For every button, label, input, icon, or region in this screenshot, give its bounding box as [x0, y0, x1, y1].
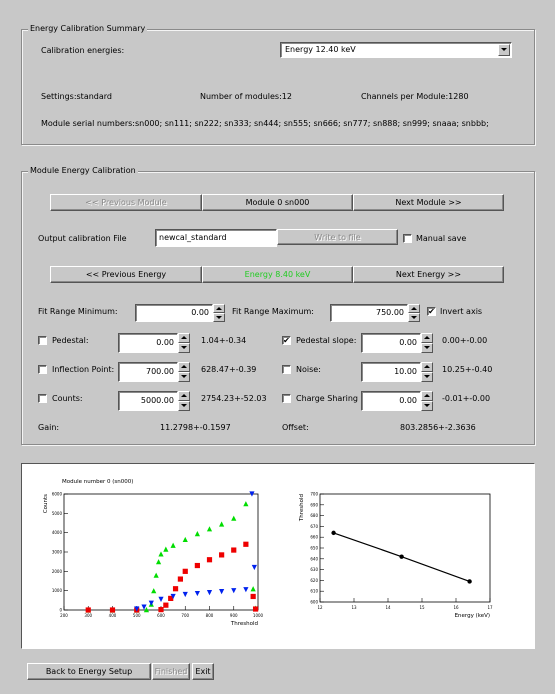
- invert-axis-checkbox[interactable]: ✔: [428, 307, 435, 316]
- gain-label: Gain:: [38, 423, 60, 432]
- offset-value: 803.2856+-2.3636: [400, 423, 476, 432]
- data-point: [178, 576, 183, 581]
- y-axis-label: Threshold: [299, 494, 305, 522]
- x-tick-label: 1000: [252, 613, 264, 618]
- data-point: [207, 590, 212, 595]
- data-point: [154, 573, 159, 578]
- inflection-checkbox[interactable]: [38, 365, 47, 374]
- channels-label: Channels per Module:1280: [361, 92, 469, 101]
- data-point: [243, 501, 248, 506]
- pedestal-checkbox[interactable]: [38, 336, 47, 345]
- pedestal-slope-input[interactable]: 0.00: [361, 333, 421, 353]
- counts-label: Counts:: [52, 394, 83, 403]
- x-tick-label: 600: [157, 613, 165, 618]
- manual-save-checkbox[interactable]: [403, 234, 412, 243]
- manual-save-label: Manual save: [416, 234, 467, 243]
- prev-energy-button[interactable]: << Previous Energy: [50, 266, 202, 283]
- data-point: [158, 597, 163, 602]
- data-point: [243, 542, 248, 547]
- finished-button[interactable]: [152, 663, 190, 680]
- spin-up-icon[interactable]: [421, 362, 433, 372]
- charge-sharing-result: -0.01+-0.00: [442, 394, 491, 403]
- spin-down-icon[interactable]: [421, 372, 433, 382]
- data-point: [231, 547, 236, 552]
- data-point: [86, 607, 91, 612]
- y-tick-label: 630: [310, 567, 318, 573]
- pedestal-slope-checkbox[interactable]: ✔: [283, 336, 290, 345]
- calibration-chart: [290, 472, 510, 642]
- counts-input[interactable]: 5000.00: [118, 391, 178, 411]
- spin-up-icon[interactable]: [421, 391, 433, 401]
- data-point: [207, 526, 212, 531]
- charge-sharing-input[interactable]: 0.00: [361, 391, 421, 411]
- data-point: [151, 588, 156, 593]
- data-point: [207, 557, 212, 562]
- inflection-spinner[interactable]: [178, 362, 190, 382]
- y-tick-label: 1000: [51, 588, 62, 594]
- data-point: [243, 587, 248, 592]
- inflection-label: Inflection Point:: [52, 365, 115, 374]
- y-tick-label: 610: [310, 588, 318, 594]
- x-tick-label: 13: [351, 605, 357, 610]
- fit-min-label: Fit Range Minimum:: [38, 307, 118, 316]
- data-point: [251, 586, 256, 591]
- x-tick-label: 700: [181, 613, 190, 618]
- data-point: [195, 563, 200, 568]
- x-tick-label: 17: [487, 605, 493, 610]
- y-tick-label: 6000: [51, 491, 62, 497]
- next-module-button[interactable]: Next Module >>: [353, 194, 504, 211]
- data-point: [219, 552, 224, 557]
- y-tick-label: 650: [310, 545, 318, 551]
- spin-up-icon[interactable]: [408, 304, 420, 313]
- inflection-result: 628.47+-0.39: [201, 365, 257, 374]
- charge-sharing-label: Charge Sharing: [296, 394, 358, 403]
- data-point: [195, 531, 200, 536]
- data-point: [110, 607, 115, 612]
- noise-checkbox[interactable]: [282, 365, 291, 374]
- write-to-file-button[interactable]: Write to file: [277, 229, 398, 245]
- x-tick-label: 900: [229, 613, 238, 618]
- noise-result: 10.25+-0.40: [442, 365, 493, 374]
- module-title: Module Energy Calibration: [30, 166, 136, 175]
- prev-module-button[interactable]: << Previous Module: [50, 194, 202, 211]
- data-point: [171, 543, 176, 548]
- pedestal-input[interactable]: 0.00: [118, 333, 178, 353]
- y-tick-label: 660: [310, 534, 318, 540]
- pedestal-slope-label: Pedestal slope:: [296, 336, 357, 345]
- fit-min-input[interactable]: 0.00: [135, 304, 213, 322]
- back-label: Back to Energy Setup: [45, 667, 133, 676]
- data-point: [231, 516, 236, 521]
- data-point: [156, 559, 161, 564]
- plot-canvas: [21, 463, 535, 649]
- pedestal-spinner[interactable]: [178, 333, 190, 353]
- data-point: [231, 588, 236, 593]
- data-point: [467, 579, 471, 583]
- data-point: [331, 531, 335, 535]
- pedestal-slope-spinner[interactable]: [421, 333, 433, 353]
- x-tick-label: 800: [205, 613, 214, 618]
- x-tick-label: 15: [419, 605, 425, 610]
- data-point: [252, 565, 257, 570]
- spin-down-icon[interactable]: [421, 343, 433, 353]
- y-tick-label: 600: [310, 599, 318, 605]
- energy-label-button: Energy 8.40 keV: [202, 266, 353, 283]
- exit-button[interactable]: [192, 663, 214, 680]
- plot-frame: [320, 494, 490, 602]
- data-point: [399, 554, 403, 558]
- next-energy-button[interactable]: Next Energy >>: [353, 266, 504, 283]
- calibration-energies-label: Calibration energies:: [41, 46, 125, 55]
- data-point: [163, 603, 168, 608]
- x-tick-label: 400: [108, 613, 117, 618]
- energy-select[interactable]: [280, 42, 512, 58]
- data-point: [195, 591, 200, 596]
- noise-spinner[interactable]: [421, 362, 433, 382]
- y-tick-label: 640: [310, 556, 318, 562]
- charge-sharing-checkbox[interactable]: [282, 394, 291, 403]
- exit-label: Exit: [195, 667, 211, 676]
- y-tick-label: 5000: [51, 510, 62, 516]
- chevron-down-icon[interactable]: [498, 44, 510, 56]
- spin-down-icon[interactable]: [421, 401, 433, 411]
- data-point: [183, 569, 188, 574]
- y-tick-label: 670: [310, 523, 318, 529]
- inflection-input[interactable]: 700.00: [118, 362, 178, 382]
- data-point: [158, 551, 163, 556]
- spin-down-icon[interactable]: [178, 401, 190, 411]
- fit-max-input[interactable]: 750.00: [330, 304, 408, 322]
- summary-title: Energy Calibration Summary: [30, 24, 146, 33]
- x-axis-label: Threshold: [230, 621, 258, 627]
- back-to-energy-setup-button[interactable]: [27, 663, 151, 680]
- y-tick-label: 680: [310, 513, 318, 519]
- x-tick-label: 16: [453, 605, 459, 610]
- data-point: [149, 601, 154, 606]
- counts-spinner[interactable]: [178, 391, 190, 411]
- x-tick-label: 500: [132, 613, 141, 618]
- data-point: [163, 547, 168, 552]
- data-point: [173, 586, 178, 591]
- x-tick-label: 14: [385, 605, 391, 610]
- x-tick-label: 12: [317, 605, 323, 610]
- noise-label: Noise:: [296, 365, 321, 374]
- spin-up-icon[interactable]: [178, 362, 190, 372]
- settings-label: Settings:standard: [41, 92, 112, 101]
- x-tick-label: 300: [84, 613, 93, 618]
- data-point: [183, 537, 188, 542]
- y-tick-label: 700: [310, 491, 318, 497]
- y-tick-label: 620: [310, 577, 318, 583]
- spin-up-icon[interactable]: [213, 304, 225, 313]
- fit-max-spinner[interactable]: [408, 304, 420, 322]
- num-modules-label: Number of modules:12: [200, 92, 292, 101]
- output-file-label: Output calibration File: [38, 234, 127, 243]
- fit-min-spinner[interactable]: [213, 304, 225, 322]
- spin-down-icon[interactable]: [178, 372, 190, 382]
- counts-result: 2754.23+-52.03: [201, 394, 267, 403]
- y-tick-label: 3000: [51, 549, 62, 555]
- gain-value: 11.2798+-0.1597: [160, 423, 231, 432]
- y-tick-label: 4000: [51, 530, 62, 536]
- pedestal-result: 1.04+-0.34: [201, 336, 247, 345]
- y-tick-label: 2000: [51, 568, 62, 574]
- data-point: [253, 606, 258, 611]
- data-point: [219, 589, 224, 594]
- data-point: [251, 594, 256, 599]
- serial-numbers-label: Module serial numbers:sn000; sn111; sn222; sn333; sn444; sn555; sn666; sn777; sn888; sn999; snaaa; snbbb;: [41, 119, 489, 128]
- pedestal-label: Pedestal:: [52, 336, 89, 345]
- offset-label: Offset:: [282, 423, 309, 432]
- spin-up-icon[interactable]: [178, 391, 190, 401]
- data-point: [158, 607, 163, 612]
- spin-down-icon[interactable]: [178, 343, 190, 353]
- y-tick-label: 0: [59, 607, 62, 613]
- finished-label: Finished: [154, 667, 188, 676]
- noise-input[interactable]: 10.00: [361, 362, 421, 382]
- spin-up-icon[interactable]: [178, 333, 190, 343]
- spin-down-icon[interactable]: [408, 313, 420, 322]
- data-point: [183, 592, 188, 597]
- data-point: [219, 521, 224, 526]
- pedestal-slope-result: 0.00+-0.00: [442, 336, 488, 345]
- spin-down-icon[interactable]: [213, 313, 225, 322]
- chart-title: Module number 0 (sn000): [62, 479, 134, 485]
- spin-up-icon[interactable]: [421, 333, 433, 343]
- invert-axis-label: Invert axis: [440, 307, 483, 316]
- energy-select-value: Energy 12.40 keV: [285, 45, 356, 54]
- fit-max-label: Fit Range Maximum:: [232, 307, 314, 316]
- y-axis-label: Counts: [43, 494, 49, 514]
- x-tick-label: 200: [60, 613, 68, 618]
- y-tick-label: 690: [310, 502, 318, 508]
- module-label-button: Module 0 sn000: [202, 194, 353, 211]
- counts-chart: [36, 472, 266, 642]
- counts-checkbox[interactable]: [38, 394, 47, 403]
- output-file-input[interactable]: newcal_standard: [155, 229, 277, 247]
- x-axis-label: Energy (keV): [454, 613, 490, 619]
- charge-sharing-spinner[interactable]: [421, 391, 433, 411]
